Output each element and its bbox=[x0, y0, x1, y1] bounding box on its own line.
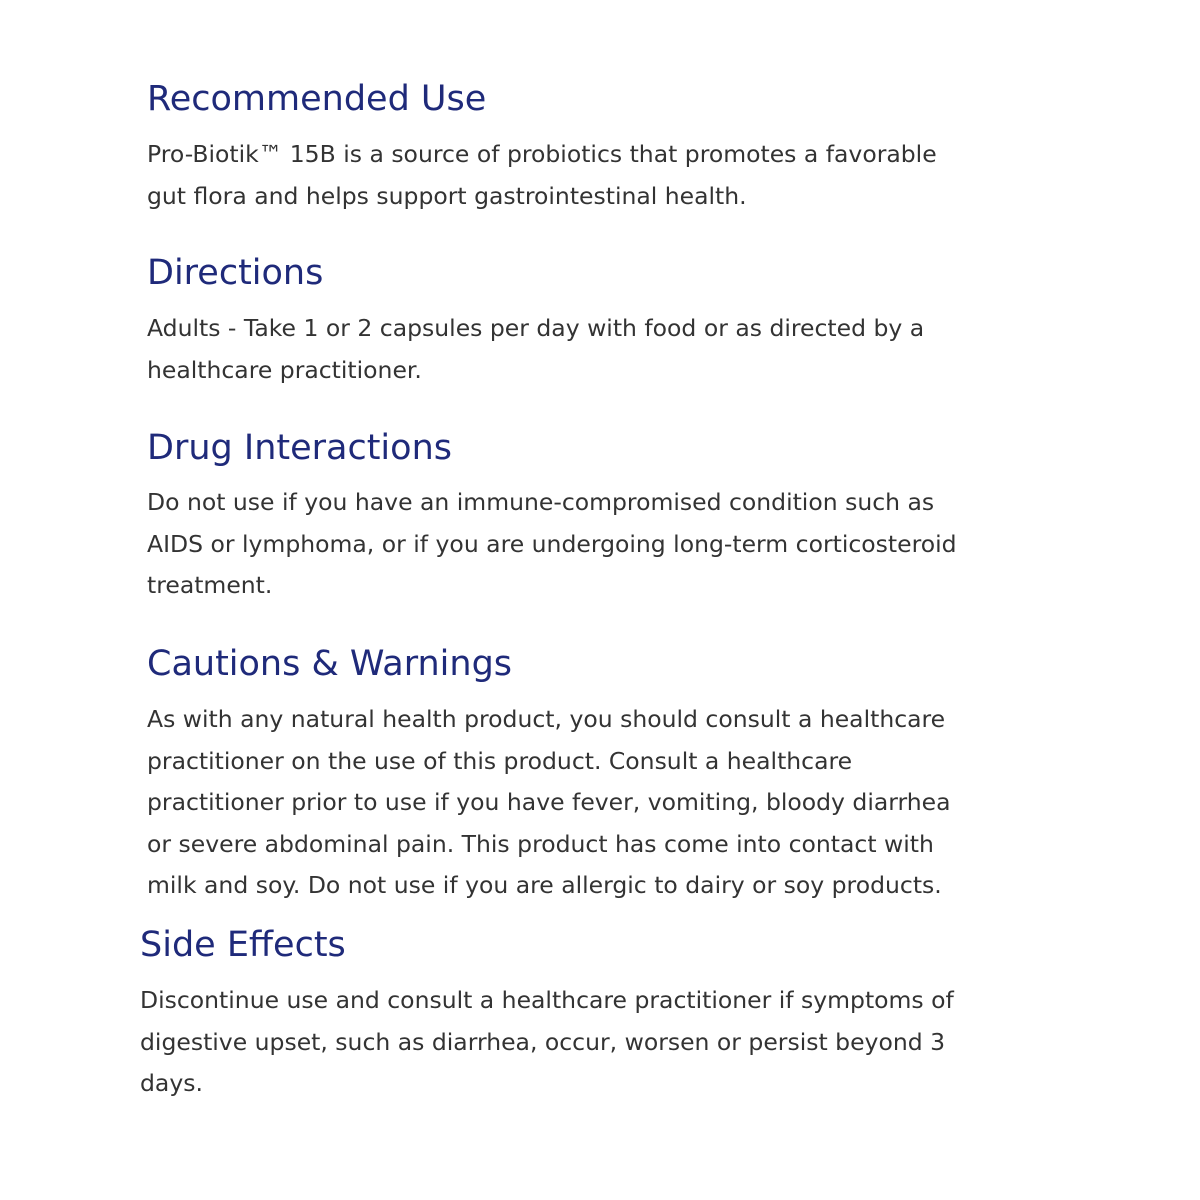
section-cautions-warnings bbox=[147, 642, 997, 907]
text-line: Do not use if you have an immune-compromised condition such as bbox=[147, 488, 935, 516]
text-line: days. bbox=[140, 1069, 203, 1097]
text-line: Pro-Biotik™ 15B is a source of probiotics that promotes a favorable bbox=[147, 140, 937, 168]
text-line: practitioner prior to use if you have fever, vomiting, bloody diarrhea bbox=[147, 788, 951, 816]
recommended-use-text bbox=[147, 134, 997, 217]
text-line: healthcare practitioner. bbox=[147, 355, 422, 384]
side-effects-text bbox=[140, 980, 990, 1105]
text-line: milk and soy. Do not use if you are allergic to dairy or soy products. bbox=[147, 871, 942, 899]
text-line: Discontinue use and consult a healthcare practitioner if symptoms of bbox=[140, 986, 954, 1014]
text-line: As with any natural health product, you should consult a healthcare bbox=[147, 705, 946, 733]
cautions-warnings-text bbox=[147, 699, 997, 907]
heading-cautions-warnings: Cautions & Warnings bbox=[147, 644, 513, 684]
text-line: Adults - Take 1 or 2 capsules per day with food or as directed by a bbox=[147, 314, 925, 342]
heading-side-effects: Side Effects bbox=[140, 925, 346, 965]
heading-directions: Directions bbox=[147, 253, 324, 293]
section-side-effects bbox=[140, 923, 990, 1105]
text-line: treatment. bbox=[147, 571, 273, 599]
section-recommended-use bbox=[147, 77, 997, 217]
text-line: or severe abdominal pain. This product has come into contact with bbox=[147, 829, 934, 858]
drug-interactions-text bbox=[147, 482, 997, 607]
section-directions bbox=[147, 251, 997, 391]
text-line: AIDS or lymphoma, or if you are undergoing long-term corticosteroid bbox=[147, 529, 957, 558]
heading-drug-interactions: Drug Interactions bbox=[147, 428, 452, 468]
heading-recommended-use: Recommended Use bbox=[147, 79, 487, 119]
section-drug-interactions bbox=[147, 426, 997, 607]
directions-text bbox=[147, 308, 997, 391]
text-line: practitioner on the use of this product. Consult a healthcare bbox=[147, 746, 853, 775]
text-line: digestive upset, such as diarrhea, occur, worsen or persist beyond 3 bbox=[140, 1027, 946, 1056]
text-line: gut flora and helps support gastrointestinal health. bbox=[147, 181, 747, 210]
